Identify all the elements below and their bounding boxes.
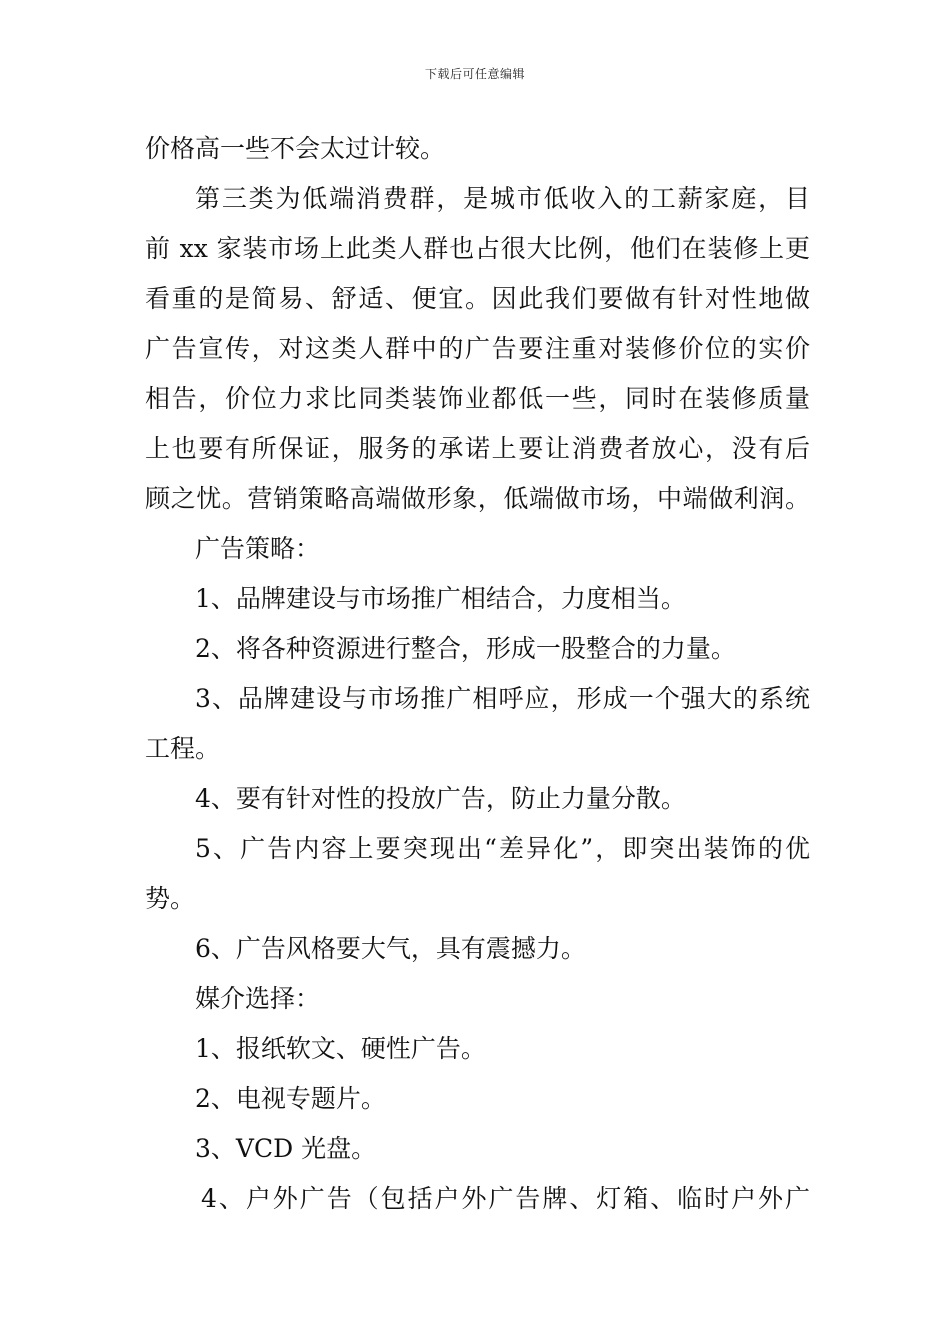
- paragraph-line: 前 xx 家装市场上此类人群也占很大比例，他们在装修上更: [145, 234, 810, 263]
- list-item: 2、电视专题片。: [195, 1084, 386, 1113]
- list-item-continuation: 势。: [145, 884, 196, 913]
- paragraph-line: 看重的是简易、舒适、便宜。因此我们要做有针对性地做: [145, 284, 810, 313]
- paragraph-line: 顾之忧。营销策略高端做形象，低端做市场，中端做利润。: [145, 484, 810, 513]
- list-item: 4、户外广告（包括户外广告牌、灯箱、临时户外广: [201, 1184, 810, 1213]
- paragraph-line: 广告宣传，对这类人群中的广告要注重对装修价位的实价: [145, 334, 810, 363]
- list-item: 3、VCD 光盘。: [195, 1134, 377, 1163]
- paragraph-line: 价格高一些不会太过计较。: [145, 134, 446, 163]
- paragraph-line: 上也要有所保证，服务的承诺上要让消费者放心，没有后: [145, 434, 810, 463]
- section-heading: 媒介选择：: [195, 984, 321, 1013]
- list-item: 3、品牌建设与市场推广相呼应，形成一个强大的系统: [195, 684, 810, 713]
- list-item: 5、广告内容上要突现出“差异化”，即突出装饰的优: [195, 834, 810, 863]
- list-item: 2、将各种资源进行整合，形成一股整合的力量。: [195, 634, 736, 663]
- page-header: 下载后可任意编辑: [424, 67, 525, 81]
- list-item: 1、品牌建设与市场推广相结合，力度相当。: [195, 584, 686, 613]
- list-item: 1、报纸软文、硬性广告。: [195, 1034, 486, 1063]
- section-heading: 广告策略：: [195, 534, 321, 563]
- paragraph-line: 第三类为低端消费群，是城市低收入的工薪家庭，目: [195, 184, 810, 213]
- paragraph-line: 相告，价位力求比同类装饰业都低一些，同时在装修质量: [145, 384, 810, 413]
- list-item: 4、要有针对性的投放广告，防止力量分散。: [195, 784, 686, 813]
- list-item-continuation: 工程。: [145, 734, 221, 763]
- document-body: [145, 124, 810, 1224]
- list-item: 6、广告风格要大气，具有震撼力。: [195, 934, 586, 963]
